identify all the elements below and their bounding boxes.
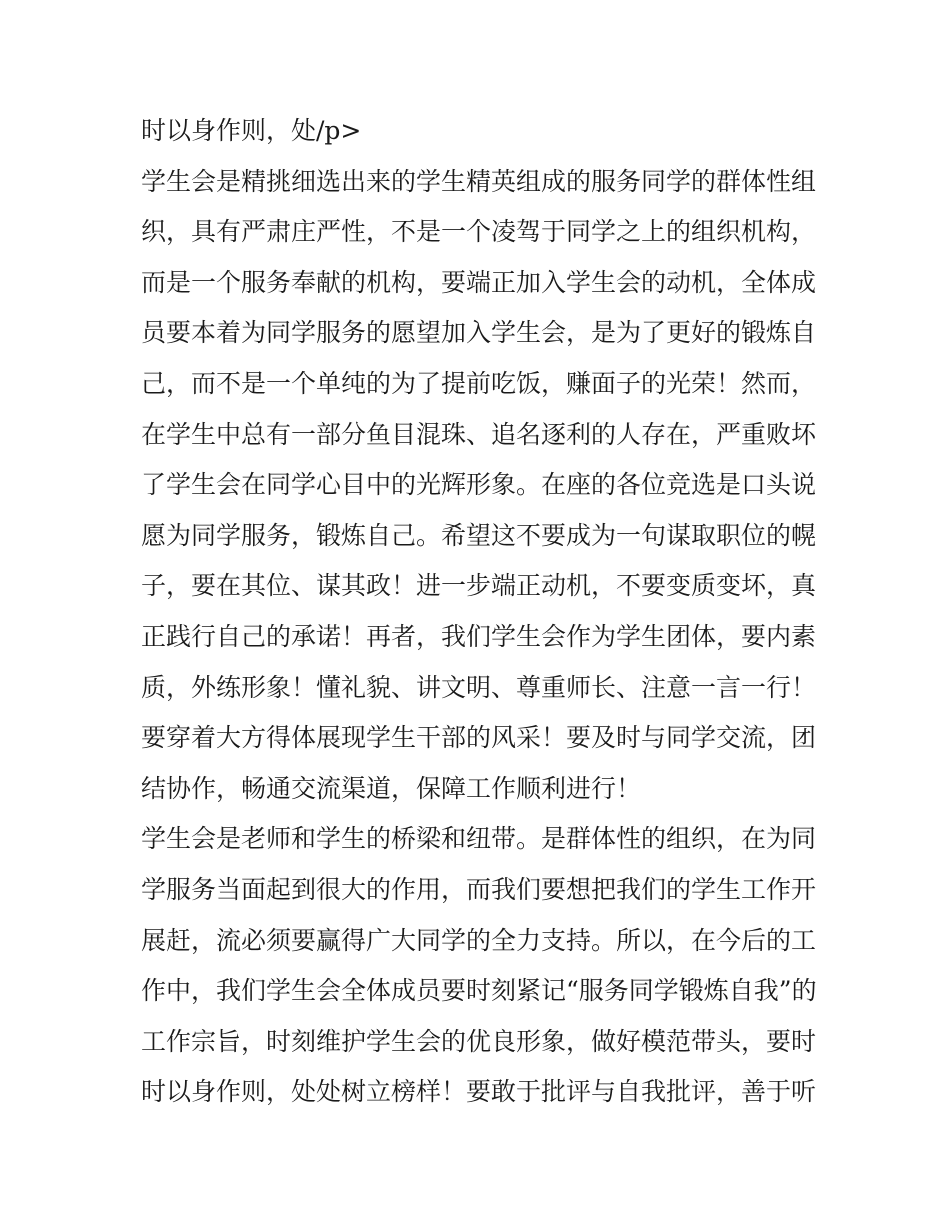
text-line: 要穿着大方得体展现学生干部的风采！要及时与同学交流，团 <box>141 723 817 753</box>
text-line: 正践行自己的承诺！再者，我们学生会作为学生团体，要内素 <box>141 621 817 651</box>
text-line: 织，具有严肃庄严性，不是一个凌驾于同学之上的组织机构， <box>141 217 817 247</box>
text-line: 时以身作则，处处树立榜样！要敢于批评与自我批评，善于听 <box>141 1077 817 1107</box>
text-line: 时以身作则，处/p> <box>141 116 362 145</box>
text-line: 学生会是精挑细选出来的学生精英组成的服务同学的群体性组 <box>141 166 817 196</box>
text-line: 而是一个服务奉献的机构，要端正加入学生会的动机，全体成 <box>141 267 817 297</box>
text-line: 质，外练形象！懂礼貌、讲文明、尊重师长、注意一言一行！ <box>141 672 817 702</box>
text-line: 学生会是老师和学生的桥梁和纽带。是群体性的组织，在为同 <box>141 824 817 854</box>
text-line: 在学生中总有一部分鱼目混珠、追名逐利的人存在，严重败坏 <box>141 419 817 449</box>
text-line: 学服务当面起到很大的作用，而我们要想把我们的学生工作开 <box>141 874 817 904</box>
document-body <box>141 106 817 1118</box>
text-line: 己，而不是一个单纯的为了提前吃饭，赚面子的光荣！然而， <box>141 368 817 398</box>
text-line: 员要本着为同学服务的愿望加入学生会，是为了更好的锻炼自 <box>141 318 817 348</box>
text-line: 工作宗旨，时刻维护学生会的优良形象，做好模范带头，要时 <box>141 1026 817 1056</box>
text-line: 结协作，畅通交流渠道，保障工作顺利进行！ <box>141 773 642 803</box>
text-line: 愿为同学服务，锻炼自己。希望这不要成为一句谋取职位的幌 <box>141 520 817 550</box>
text-line: 子，要在其位、谋其政！进一步端正动机，不要变质变坏，真 <box>141 571 817 601</box>
text-line: 展赶，流必须要赢得广大同学的全力支持。所以，在今后的工 <box>141 925 817 955</box>
text-line: 作中，我们学生会全体成员要时刻紧记“服务同学锻炼自我”的 <box>141 976 817 1006</box>
text-line: 了学生会在同学心目中的光辉形象。在座的各位竞选是口头说 <box>141 470 817 500</box>
